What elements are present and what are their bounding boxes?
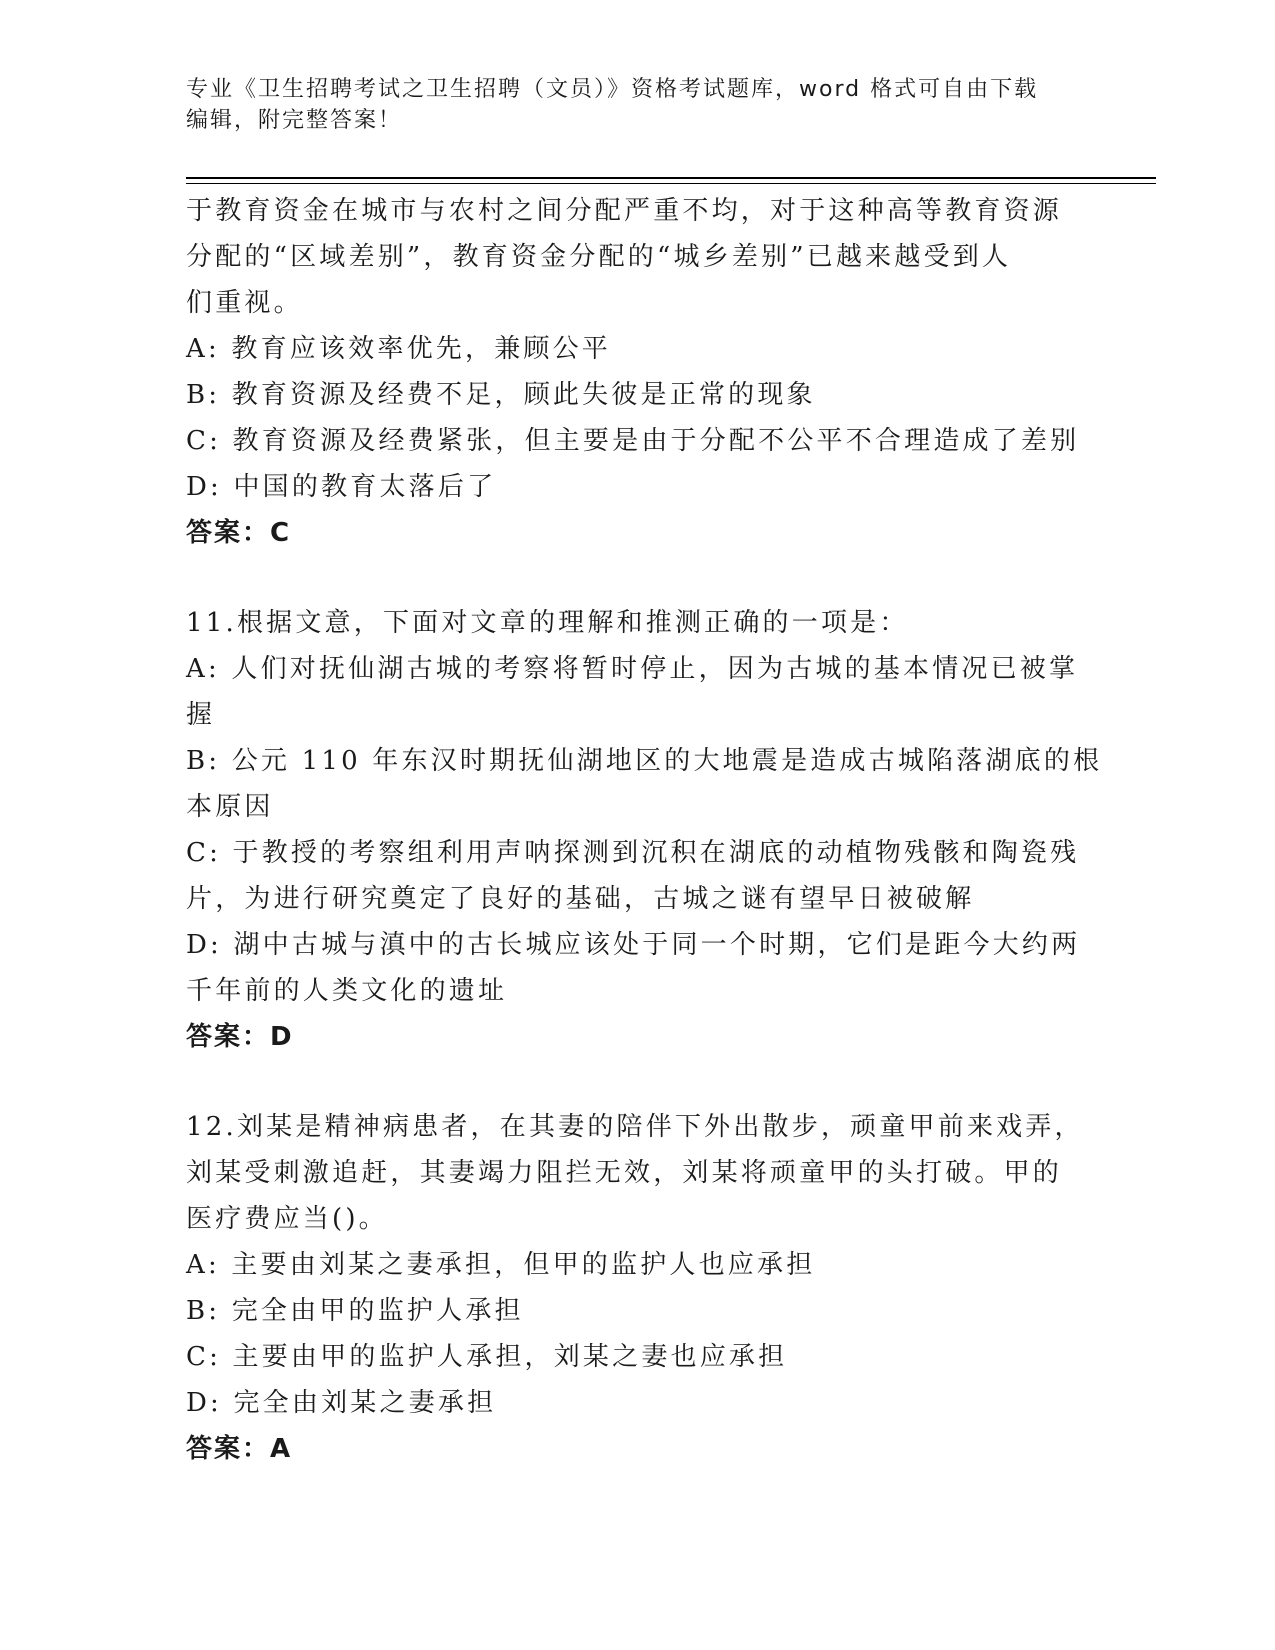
- header-line-2: 编辑，附完整答案！: [186, 108, 403, 133]
- option-a: A: 人们对抚仙湖古城的考察将暂时停止，因为古城的基本情况已被掌: [186, 654, 1079, 684]
- question-stem-line: 刘某受刺激追赶，其妻竭力阻拦无效，刘某将顽童甲的头打破。甲的: [186, 1158, 1063, 1188]
- option-b: B: 完全由甲的监护人承担: [186, 1296, 524, 1326]
- header-line-1: 专业《卫生招聘考试之卫生招聘（文员）》资格考试题库，word 格式可自由下载: [186, 77, 1039, 102]
- question-10: [186, 188, 1086, 556]
- answer-label: 答案：D: [186, 1022, 294, 1052]
- question-content: [186, 188, 1103, 1472]
- question-12: [186, 1104, 1086, 1472]
- option-b: B: 公元 110 年东汉时期抚仙湖地区的大地震是造成古城陷落湖底的根: [186, 746, 1103, 776]
- question-spacer: [186, 556, 1086, 600]
- question-stem-line: 医疗费应当()。: [186, 1204, 388, 1234]
- option-b: B: 教育资源及经费不足，顾此失彼是正常的现象: [186, 380, 816, 410]
- header-rule-thick: [186, 177, 1156, 179]
- option-d-continued: 千年前的人类文化的遗址: [186, 976, 508, 1006]
- option-d: D: 湖中古城与滇中的古长城应该处于同一个时期，它们是距今大约两: [186, 930, 1081, 960]
- option-d: D: 中国的教育太落后了: [186, 472, 497, 502]
- option-a-continued: 握: [186, 700, 216, 730]
- question-stem-line: 11.根据文意，下面对文章的理解和推测正确的一项是：: [186, 608, 909, 638]
- option-c: C: 教育资源及经费紧张，但主要是由于分配不公平不合理造成了差别: [186, 426, 1080, 456]
- answer-label: 答案：A: [186, 1434, 293, 1464]
- answer-label: 答案：C: [186, 518, 292, 548]
- option-d: D: 完全由刘某之妻承担: [186, 1388, 497, 1418]
- question-11: [186, 600, 1103, 1060]
- header-rule-thin: [186, 183, 1156, 184]
- option-b-continued: 本原因: [186, 792, 274, 822]
- question-spacer: [186, 1060, 1086, 1104]
- option-a: A: 教育应该效率优先，兼顾公平: [186, 334, 612, 364]
- question-stem-line: 分配的“区域差别”，教育资金分配的“城乡差别”已越来越受到人: [186, 242, 1012, 272]
- option-c-continued: 片，为进行研究奠定了良好的基础，古城之谜有望早日被破解: [186, 884, 975, 914]
- option-a: A: 主要由刘某之妻承担，但甲的监护人也应承担: [186, 1250, 816, 1280]
- document-header: [186, 74, 1066, 136]
- question-stem-line: 于教育资金在城市与农村之间分配严重不均，对于这种高等教育资源: [186, 196, 1063, 226]
- option-c: C: 于教授的考察组利用声呐探测到沉积在湖底的动植物残骸和陶瓷残: [186, 838, 1080, 868]
- question-stem-line: 们重视。: [186, 288, 303, 318]
- question-stem-line: 12.刘某是精神病患者，在其妻的陪伴下外出散步，顽童甲前来戏弄，: [186, 1112, 1084, 1142]
- option-c: C: 主要由甲的监护人承担，刘某之妻也应承担: [186, 1342, 788, 1372]
